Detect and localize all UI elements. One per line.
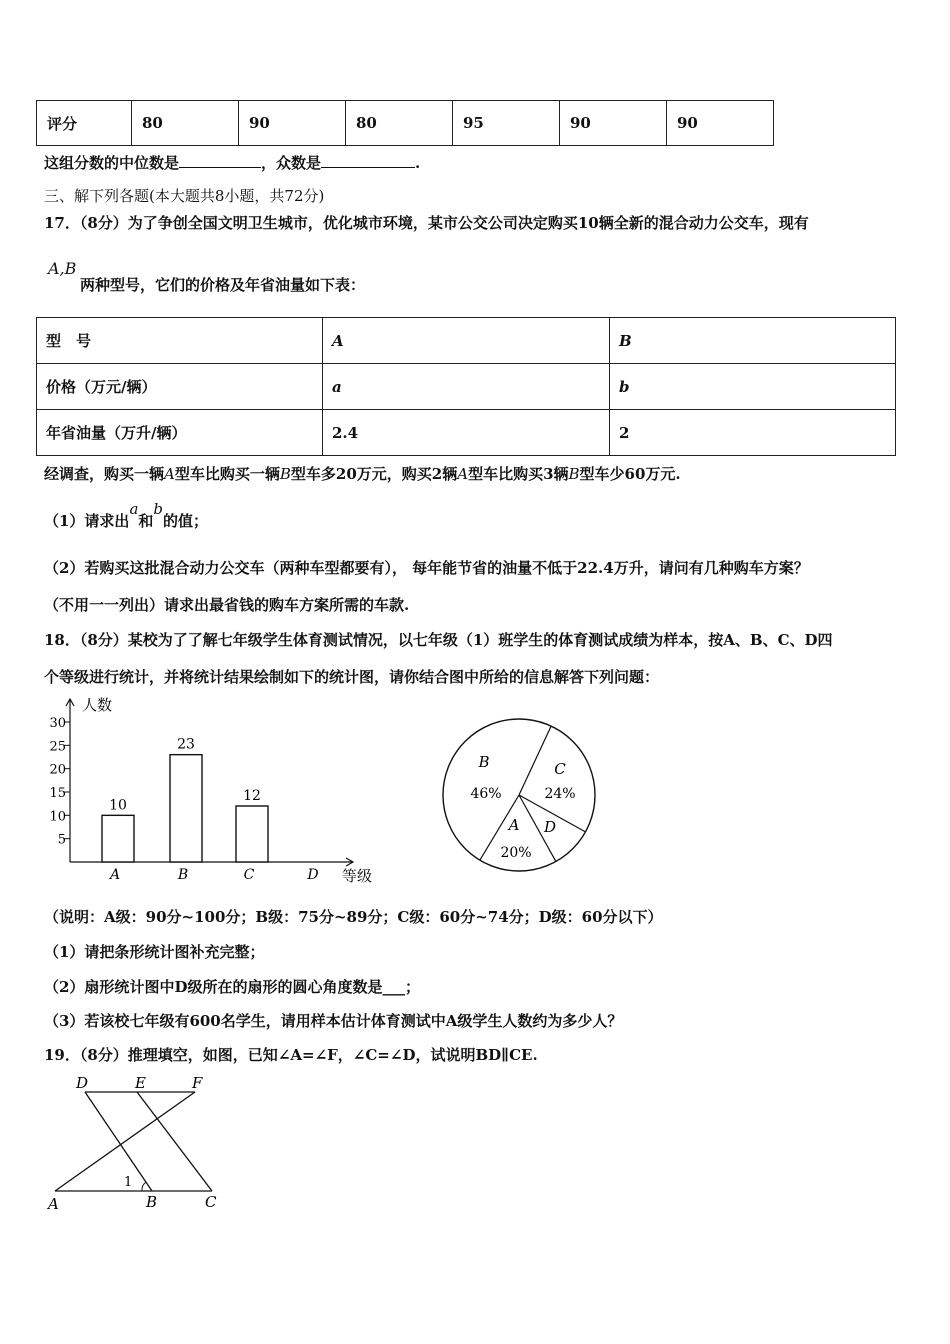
table-cell: 90 (667, 101, 774, 146)
table-cell: 型 号 (37, 318, 323, 364)
q18-sub3: （3）若该校七年级有600名学生，请用样本估计体育测试中A级学生人数约为多少人？ (44, 1012, 623, 1030)
x-tick-label: D (307, 867, 319, 883)
pie-slice-label: C (554, 760, 566, 778)
table-cell: 年省油量（万升/辆） (37, 410, 323, 456)
bar-A (102, 815, 134, 862)
bar-chart (40, 692, 390, 892)
q16-fill-line: 这组分数的中位数是 ，众数是 . (44, 154, 421, 172)
q18-sub2: （2）扇形统计图中D级所在的扇形的圆心角度数是___； (44, 978, 420, 996)
table-cell: a (323, 364, 610, 410)
q17-sub2: （2）若购买这批混合动力公交车（两种车型都要有）， 每年能节省的油量不低于22.4万升，请问有几种购车方案？ (44, 559, 809, 577)
table-cell: 95 (453, 101, 560, 146)
point-label-F: F (192, 1074, 203, 1092)
x-axis-label: 等级 (342, 867, 373, 885)
point-label-D: D (76, 1074, 89, 1092)
y-tick-label: 15 (49, 786, 66, 801)
table-row (37, 364, 896, 410)
table-cell: 2.4 (323, 410, 610, 456)
y-tick-label: 5 (57, 832, 66, 848)
x-tick-label: A (109, 867, 121, 883)
table-cell: 评分 (37, 101, 132, 146)
line-DB (85, 1092, 152, 1191)
q18-stem: 18．（8分）某校为了了解七年级学生体育测试情况，以七年级（1）班学生的体育测试成绩为样本，按A、B、C、D四 (44, 631, 833, 649)
table-cell: 2 (610, 410, 896, 456)
table-cell: 90 (560, 101, 667, 146)
bar-B (170, 755, 202, 862)
table-row (37, 101, 774, 146)
pie-chart (432, 712, 612, 882)
y-tick-label: 20 (49, 762, 66, 778)
bar-value-label: 10 (109, 797, 127, 814)
q17-stem: 17．（8分）为了争创全国文明卫生城市，优化城市环境，某市公交公司决定购买10辆全新的混合动力公交车，现有 (44, 214, 809, 232)
q17-sub1: （1）请求出a和b的值； (44, 500, 209, 530)
q17-stem-2: 两种型号，它们的价格及年省油量如下表： (80, 276, 366, 294)
point-label-C: C (205, 1193, 217, 1211)
bar-value-label: 12 (243, 788, 261, 804)
bar-C (236, 806, 268, 862)
table-cell: 90 (239, 101, 346, 146)
q17-ab-label: A,B (48, 259, 77, 278)
point-label-B: B (146, 1193, 158, 1211)
table-row (37, 318, 896, 364)
pie-slice-percent: 46% (470, 786, 502, 802)
angle-arc (142, 1182, 146, 1191)
angle-label-1: 1 (124, 1175, 133, 1190)
answer-blank[interactable] (321, 153, 415, 168)
table-cell: 80 (132, 101, 239, 146)
table-cell: 价格（万元/辆） (37, 364, 323, 410)
pie-slice-percent: 20% (500, 845, 532, 861)
q19-stem: 19．（8分）推理填空，如图，已知∠A=∠F，∠C=∠D，试说明BD∥CE. (44, 1046, 538, 1064)
y-tick-label: 25 (49, 739, 66, 755)
pie-slice-percent: 24% (544, 786, 576, 802)
y-axis-label: 人数 (82, 696, 113, 714)
q18-note: （说明：A级：90分~100分；B级：75分~89分；C级：60分~74分；D级：60分以下） (44, 908, 663, 926)
y-tick-label: 30 (49, 716, 66, 731)
pie-slice-label: A (508, 816, 520, 834)
score-table (36, 100, 774, 146)
q18-sub1: （1）请把条形统计图补充完整； (44, 943, 265, 961)
geometry-figure (40, 1070, 230, 1220)
table-cell: b (610, 364, 896, 410)
table-row (37, 410, 896, 456)
q17-survey: 经调查，购买一辆A型车比购买一辆B型车多20万元，购买2辆A型车比购买3辆B型车少60万元. (44, 465, 681, 483)
point-label-A: A (48, 1195, 59, 1213)
pie-slice-label: D (543, 818, 557, 836)
x-tick-label: C (243, 867, 255, 883)
table-cell: A (323, 318, 610, 364)
table-cell: B (610, 318, 896, 364)
table-cell: 80 (346, 101, 453, 146)
pie-slice-label: B (478, 753, 490, 771)
section-title: 三、解下列各题(本大题共8小题，共72分) (44, 187, 325, 205)
q18-stem-2: 个等级进行统计，并将统计结果绘制如下的统计图，请你结合图中所给的信息解答下列问题： (44, 668, 660, 686)
x-tick-label: B (177, 867, 189, 883)
car-table (36, 317, 896, 456)
y-tick-label: 10 (49, 809, 66, 825)
point-label-E: E (135, 1074, 146, 1092)
q17-sub2b: （不用一一列出）请求出最省钱的购车方案所需的车款. (44, 596, 410, 614)
answer-blank[interactable] (179, 153, 261, 168)
bar-value-label: 23 (177, 736, 195, 753)
